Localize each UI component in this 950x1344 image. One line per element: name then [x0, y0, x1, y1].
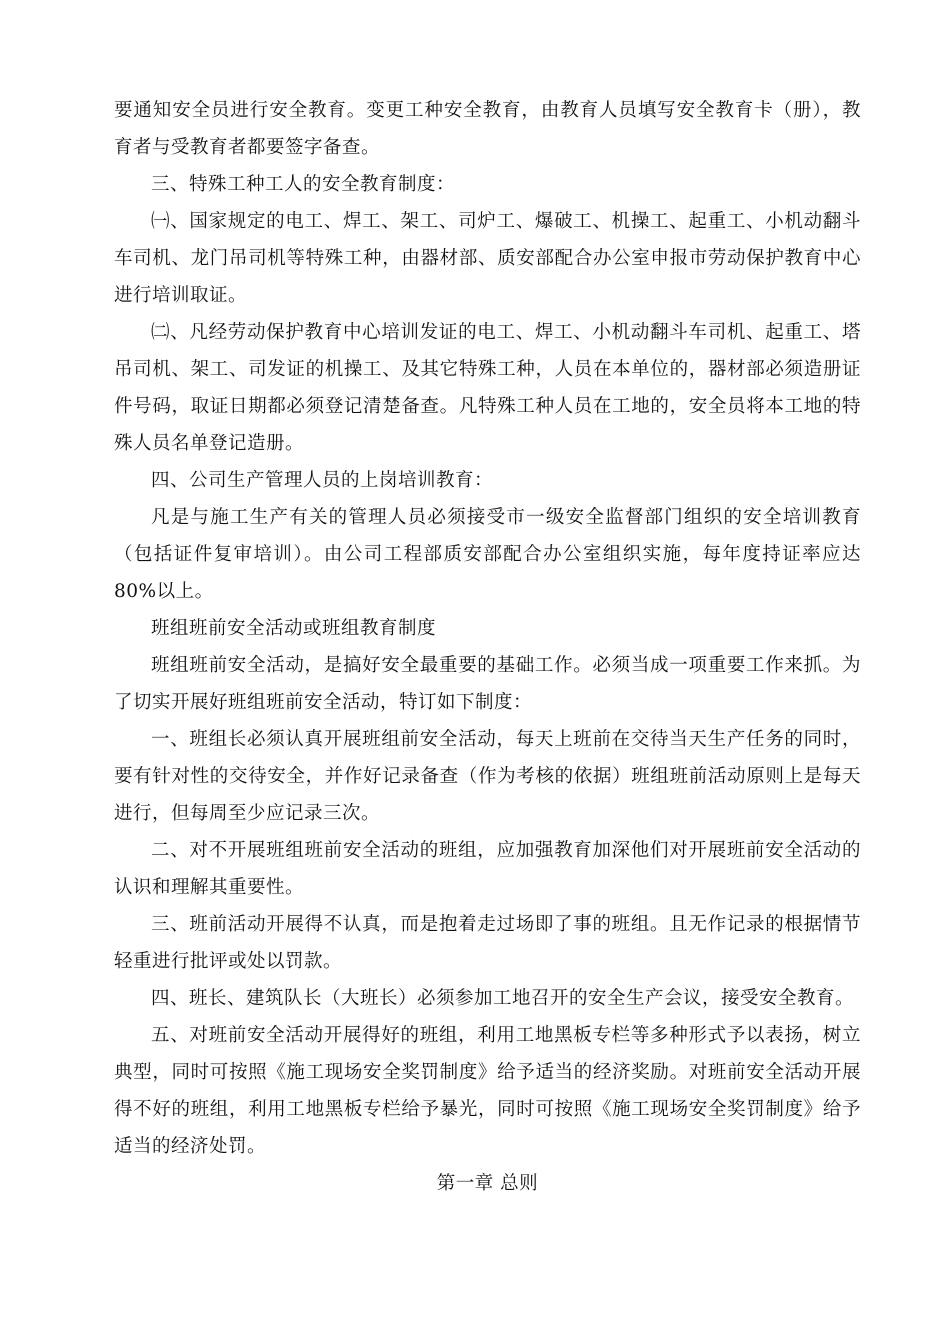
section-heading-special-workers: 三、特殊工种工人的安全教育制度： — [151, 174, 456, 195]
document-body — [114, 92, 861, 1202]
section-title-team-activity: 班组班前安全活动或班组教育制度 — [151, 618, 437, 639]
paragraph-safety-education-continued: 要通知安全员进行安全教育。变更工种安全教育，由教育人员填写安全教育卡（册），教育者与受教育者都要签字备查。 — [114, 100, 861, 158]
section-heading-management-training: 四、公司生产管理人员的上岗培训教育： — [151, 470, 494, 491]
paragraph-special-workers-2: ㈡、凡经劳动保护教育中心培训发证的电工、焊工、小机动翻斗车司机、起重工、塔吊司机、架工、司发证的机操工、及其它特殊工种，人员在本单位的，器材部必须造册证件号码，取证日期都必须登记清楚备查。凡特殊工种人员在工地的，安全员将本工地的特殊人员名单登记造册。 — [114, 322, 861, 454]
rule-item-1: 一、班组长必须认真开展班组前安全活动，每天上班前在交待当天生产任务的同时，要有针对性的交待安全，并作好记录备查（作为考核的依据）班组班前活动原则上是每天进行，但每周至少应记录三次。 — [114, 729, 861, 824]
rule-item-2: 二、对不开展班组班前安全活动的班组，应加强教育加深他们对开展班前安全活动的认识和理解其重要性。 — [114, 840, 861, 898]
rule-item-3: 三、班前活动开展得不认真，而是抱着走过场即了事的班组。且无作记录的根据情节轻重进行批评或处以罚款。 — [114, 914, 861, 972]
rule-item-4: 四、班长、建筑队长（大班长）必须参加工地召开的安全生产会议，接受安全教育。 — [151, 988, 855, 1009]
paragraph-management-training: 凡是与施工生产有关的管理人员必须接受市一级安全监督部门组织的安全培训教育（包括证件复审培训）。由公司工程部质安部配合办公室组织实施，每年度持证率应达80%以上。 — [114, 507, 861, 602]
paragraph-team-activity-intro: 班组班前安全活动，是搞好安全最重要的基础工作。必须当成一项重要工作来抓。为了切实开展好班组班前安全活动，特订如下制度： — [114, 655, 861, 713]
chapter-title: 第一章 总则 — [436, 1173, 539, 1194]
paragraph-special-workers-1: ㈠、国家规定的电工、焊工、架工、司炉工、爆破工、机操工、起重工、小机动翻斗车司机、龙门吊司机等特殊工种，由器材部、质安部配合办公室申报市劳动保护教育中心进行培训取证。 — [114, 211, 861, 306]
rule-item-5: 五、对班前安全活动开展得好的班组，利用工地黑板专栏等多种形式予以表扬，树立典型，同时可按照《施工现场安全奖罚制度》给予适当的经济奖励。对班前安全活动开展得不好的班组，利用工地黑板专栏给予暴光，同时可按照《施工现场安全奖罚制度》给予适当的经济处罚。 — [114, 1025, 861, 1157]
